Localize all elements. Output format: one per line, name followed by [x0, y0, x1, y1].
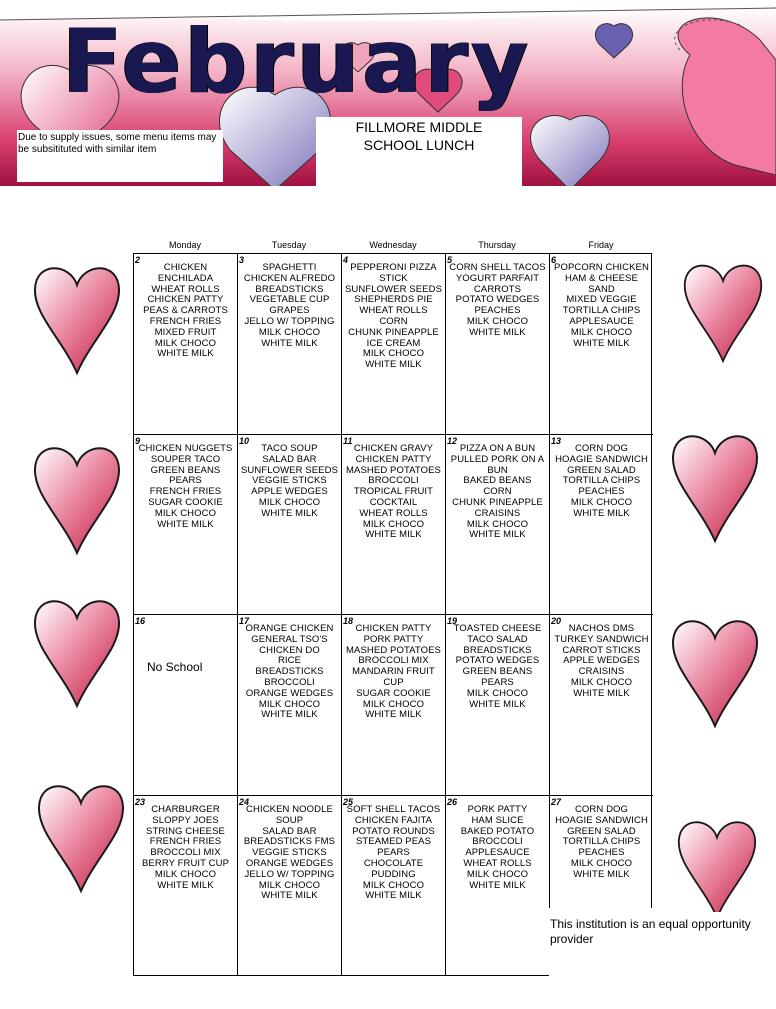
heart-icon — [670, 610, 760, 730]
menu-item: GREEN BEANS — [462, 666, 533, 678]
menu-item: MIXED VEGGIE — [566, 294, 637, 306]
menu-item: WHITE MILK — [469, 529, 526, 541]
menu-item: MILK CHOCO — [466, 518, 529, 530]
menu-item: COCKTAIL — [369, 496, 418, 508]
day-cell — [238, 435, 342, 615]
menu-item: PEACHES — [474, 305, 521, 317]
menu-item: WHEAT ROLLS — [359, 507, 428, 519]
menu-item: WHITE MILK — [573, 507, 630, 519]
menu-calendar — [133, 253, 652, 976]
menu-item: BREADSTICKS — [255, 666, 324, 678]
menu-item: BROCCOLI MIX — [358, 655, 429, 667]
menu-item: WHITE MILK — [469, 879, 526, 891]
menu-item: CUP — [383, 676, 404, 688]
menu-items — [446, 435, 549, 541]
day-number: 20 — [551, 616, 562, 626]
heart-icon — [32, 590, 122, 710]
menu-item: ICE CREAM — [366, 337, 421, 349]
day-number: 11 — [343, 436, 353, 446]
menu-item: ORANGE WEDGES — [245, 857, 334, 869]
menu-item: WHITE MILK — [261, 890, 318, 902]
day-cell — [342, 615, 446, 796]
day-number: 10 — [239, 436, 250, 446]
menu-item: STEAMED PEAS — [355, 836, 432, 848]
menu-item: CHOCOLATE — [363, 857, 424, 869]
menu-items — [238, 796, 341, 902]
menu-item: SAND — [588, 283, 615, 295]
day-number: 6 — [551, 255, 557, 265]
menu-item: CORN — [379, 315, 408, 327]
menu-item: CORN SHELL TACOS — [449, 262, 546, 273]
menu-item: SPAGHETTI — [262, 262, 317, 273]
menu-item: MILK CHOCO — [362, 698, 425, 710]
day-cell — [342, 254, 446, 435]
menu-item: CHICKEN ALFREDO — [243, 272, 336, 284]
menu-item: WHITE MILK — [365, 529, 422, 541]
no-school-note: No School — [147, 660, 203, 674]
equal-opportunity-note: This institution is an equal opportunity provider — [549, 908, 776, 978]
menu-item: VEGGIE STICKS — [252, 847, 327, 859]
menu-item: MILK CHOCO — [362, 348, 425, 360]
menu-item: WHITE MILK — [261, 709, 318, 721]
menu-item: MILK CHOCO — [570, 496, 633, 508]
day-number: 5 — [447, 255, 453, 265]
menu-items — [342, 796, 445, 902]
menu-item: MILK CHOCO — [570, 857, 633, 869]
menu-item: BREADSTICKS — [255, 283, 324, 295]
menu-item: MASHED POTATOES — [346, 644, 441, 656]
menu-item: WHITE MILK — [157, 879, 214, 891]
menu-item: BROCCOLI — [368, 475, 419, 487]
day-cell — [342, 435, 446, 615]
day-cell — [134, 254, 238, 435]
menu-item: PEARS — [481, 676, 514, 688]
menu-item: CHICKEN PATTY — [355, 453, 432, 465]
menu-item: APPLE WEDGES — [563, 655, 640, 667]
day-cell — [134, 435, 238, 615]
menu-item: BAKED BEANS — [463, 475, 532, 487]
day-number: 17 — [239, 616, 250, 626]
menu-item: CORN DOG — [574, 804, 629, 815]
menu-item: PORK PATTY — [363, 633, 424, 645]
menu-items — [134, 615, 237, 624]
menu-items — [134, 435, 237, 530]
day-cell — [446, 615, 550, 796]
menu-item: CHUNK PINEAPPLE — [348, 326, 439, 338]
school-name-line2: SCHOOL LUNCH — [363, 137, 475, 153]
menu-items — [238, 254, 341, 349]
menu-item: CHICKEN PATTY — [355, 623, 432, 634]
menu-item: WHITE MILK — [157, 348, 214, 360]
menu-items — [342, 435, 445, 541]
menu-item: CHICKEN FAJITA — [354, 814, 433, 826]
menu-item: SALAD BAR — [262, 453, 317, 465]
menu-item: BUN — [487, 464, 508, 476]
menu-item: PEARS — [377, 847, 410, 859]
menu-item: GRAPES — [269, 305, 310, 317]
menu-item: HAM SLICE — [471, 814, 524, 826]
menu-item: STRING CHEESE — [146, 825, 225, 837]
menu-item: MASHED POTATOES — [346, 464, 441, 476]
menu-item: CORN — [483, 486, 512, 498]
menu-item: WHITE MILK — [573, 868, 630, 880]
menu-item: BROCCOLI — [264, 676, 315, 688]
day-cell — [550, 254, 653, 435]
day-number: 2 — [135, 255, 141, 265]
menu-item: CHICKEN GRAVY — [353, 443, 434, 454]
menu-item: PEACHES — [578, 486, 625, 498]
menu-item: TORTILLA CHIPS — [562, 305, 641, 317]
menu-item: WHITE MILK — [365, 359, 422, 371]
menu-item: MILK CHOCO — [154, 337, 217, 349]
menu-items — [342, 615, 445, 721]
day-number: 23 — [135, 797, 146, 807]
menu-item: PUDDING — [371, 868, 416, 880]
menu-item: WHITE MILK — [573, 687, 630, 699]
menu-items — [238, 615, 341, 721]
day-cell — [134, 796, 238, 975]
menu-item: WHITE MILK — [365, 709, 422, 721]
menu-item: POTATO WEDGES — [455, 655, 540, 667]
menu-item: CHUNK PINEAPPLE — [452, 496, 543, 508]
menu-item: SOFT SHELL TACOS — [346, 804, 441, 815]
day-header-tuesday: Tuesday — [271, 240, 307, 250]
menu-item: NACHOS DMS — [568, 623, 635, 634]
day-number: 9 — [135, 436, 141, 446]
menu-items — [550, 615, 653, 700]
menu-items — [550, 796, 653, 881]
menu-items — [446, 254, 549, 339]
day-number: 4 — [343, 255, 349, 265]
menu-item: WHEAT ROLLS — [151, 283, 220, 295]
day-cell — [550, 615, 653, 796]
menu-item: MILK CHOCO — [258, 879, 321, 891]
day-cell — [446, 254, 550, 435]
menu-item: WHITE MILK — [365, 890, 422, 902]
menu-item: CHICKEN — [163, 262, 208, 273]
menu-item: ENCHILADA — [157, 272, 214, 284]
menu-item: SUGAR COOKIE — [148, 496, 223, 508]
menu-item: WHITE MILK — [261, 337, 318, 349]
day-number: 26 — [447, 797, 458, 807]
menu-item: TURKEY SANDWICH — [554, 633, 649, 645]
menu-items — [134, 796, 237, 891]
day-cell — [446, 435, 550, 615]
header-banner — [0, 0, 776, 186]
day-number: 18 — [343, 616, 354, 626]
menu-item: GENERAL TSO'S — [251, 633, 328, 645]
day-number: 27 — [551, 797, 562, 807]
heart-icon — [682, 250, 764, 370]
menu-item: ORANGE CHICKEN — [245, 623, 334, 634]
menu-item: BROCCOLI — [472, 836, 523, 848]
menu-item: APPLESAUCE — [465, 847, 530, 859]
day-cell — [238, 615, 342, 796]
menu-item: SLOPPY JOES — [152, 814, 219, 826]
menu-item: VEGGIE STICKS — [252, 475, 327, 487]
menu-items — [134, 254, 237, 360]
menu-item: SHEPHERDS PIE — [354, 294, 433, 306]
menu-item: VEGETABLE CUP — [249, 294, 330, 306]
heart-icon — [32, 257, 122, 377]
menu-item: PORK PATTY — [467, 804, 528, 815]
menu-item: MILK CHOCO — [362, 518, 425, 530]
menu-items — [238, 435, 341, 520]
menu-item: PIZZA ON A BUN — [459, 443, 536, 454]
menu-item: MIXED FRUIT — [154, 326, 217, 338]
menu-item: CHARBURGER — [151, 804, 220, 815]
menu-item: CRAISINS — [474, 507, 521, 519]
menu-item: MILK CHOCO — [570, 676, 633, 688]
menu-item: FRENCH FRIES — [149, 836, 222, 848]
day-number: 25 — [343, 797, 354, 807]
menu-item: GREEN BEANS — [150, 464, 221, 476]
menu-item: SALAD BAR — [262, 825, 317, 837]
menu-item: POPCORN CHICKEN — [554, 262, 649, 273]
menu-item: WHITE MILK — [157, 518, 214, 530]
day-cell — [134, 615, 238, 796]
menu-item: FRENCH FRIES — [149, 315, 222, 327]
menu-item: WHITE MILK — [469, 698, 526, 710]
menu-item: PEPPERONI PIZZA — [350, 262, 437, 273]
school-name-line1: FILLMORE MIDDLE — [355, 119, 483, 135]
menu-item: WHEAT ROLLS — [359, 305, 428, 317]
menu-item: CHICKEN NUGGETS — [138, 443, 233, 454]
menu-item: MILK CHOCO — [154, 868, 217, 880]
menu-item: WHITE MILK — [261, 507, 318, 519]
heart-icon — [676, 812, 758, 912]
supply-notice: Due to supply issues, some menu items may be subsitituted with similar item — [17, 130, 223, 182]
menu-item: POTATO WEDGES — [455, 294, 540, 306]
day-header-thursday: Thursday — [478, 240, 516, 250]
day-cell — [550, 435, 653, 615]
menu-item: HOAGIE SANDWICH — [555, 453, 648, 465]
menu-item: MILK CHOCO — [466, 868, 529, 880]
menu-item: TORTILLA CHIPS — [562, 836, 641, 848]
menu-items — [446, 615, 549, 710]
menu-item: WHEAT ROLLS — [463, 857, 532, 869]
menu-item: CHICKEN NOODLE — [246, 804, 333, 815]
menu-item: APPLE WEDGES — [251, 486, 328, 498]
menu-item: TACO SALAD — [467, 633, 528, 645]
day-number: 13 — [551, 436, 562, 446]
menu-item: TOASTED CHEESE — [453, 623, 542, 634]
heart-icon — [670, 425, 760, 545]
menu-item: SUGAR COOKIE — [356, 687, 431, 699]
menu-item: HOAGIE SANDWICH — [555, 814, 648, 826]
menu-item: TORTILLA CHIPS — [562, 475, 641, 487]
menu-item: GREEN SALAD — [567, 825, 636, 837]
menu-item: CHICKEN PATTY — [147, 294, 224, 306]
menu-item: BROCCOLI MIX — [150, 847, 221, 859]
menu-item: MILK CHOCO — [258, 496, 321, 508]
month-title: February — [62, 10, 532, 113]
menu-item: CORN DOG — [574, 443, 629, 454]
menu-item: MILK CHOCO — [466, 687, 529, 699]
menu-item: CRAISINS — [578, 666, 625, 678]
menu-item: PEARS — [169, 475, 202, 487]
day-cell — [446, 796, 550, 975]
day-cell — [238, 796, 342, 975]
menu-item: JELLO W/ TOPPING — [244, 868, 335, 880]
menu-item: BREADSTICKS FMS — [243, 836, 336, 848]
heart-icon — [32, 437, 122, 557]
heart-icon — [36, 775, 126, 895]
school-name — [316, 117, 522, 186]
menu-item: MILK CHOCO — [570, 326, 633, 338]
day-cell — [238, 254, 342, 435]
menu-item: SOUP — [275, 814, 304, 826]
menu-item: APPLESAUCE — [569, 315, 634, 327]
menu-item: BAKED POTATO — [460, 825, 535, 837]
menu-item: MANDARIN FRUIT — [352, 666, 435, 678]
menu-items — [446, 796, 549, 891]
menu-item: MILK CHOCO — [362, 879, 425, 891]
menu-item: POTATO ROUNDS — [352, 825, 435, 837]
menu-item: CHICKEN DO — [259, 644, 320, 656]
menu-item: JELLO W/ TOPPING — [244, 315, 335, 327]
menu-item: GREEN SALAD — [567, 464, 636, 476]
menu-item: RICE — [277, 655, 302, 667]
menu-item: CARROT STICKS — [562, 644, 641, 656]
menu-item: ORANGE WEDGES — [245, 687, 334, 699]
day-number: 24 — [239, 797, 250, 807]
day-header-monday: Monday — [168, 240, 202, 250]
menu-item: FRENCH FRIES — [149, 486, 222, 498]
menu-item: SUNFLOWER SEEDS — [344, 283, 443, 295]
day-number: 19 — [447, 616, 458, 626]
menu-item: SOUPER TACO — [150, 453, 221, 465]
day-cell — [342, 796, 446, 975]
menu-items — [550, 254, 653, 349]
menu-item: PULLED PORK ON A — [450, 453, 545, 465]
day-header-friday: Friday — [588, 240, 614, 250]
menu-items — [342, 254, 445, 371]
menu-item: YOGURT PARFAIT — [455, 272, 540, 284]
menu-item: TACO SOUP — [261, 443, 318, 454]
day-number: 12 — [447, 436, 458, 446]
menu-item: BERRY FRUIT CUP — [141, 857, 230, 869]
menu-item: BREADSTICKS — [463, 644, 532, 656]
day-number: 16 — [135, 616, 146, 626]
day-header-wednesday: Wednesday — [369, 240, 417, 250]
menu-item: MILK CHOCO — [466, 315, 529, 327]
menu-item: PEACHES — [578, 847, 625, 859]
menu-item: PEAS & CARROTS — [143, 305, 228, 317]
menu-item: CARROTS — [473, 283, 522, 295]
menu-item: MILK CHOCO — [258, 698, 321, 710]
menu-item: STICK — [379, 272, 408, 284]
menu-item: MILK CHOCO — [154, 507, 217, 519]
menu-item: WHITE MILK — [573, 337, 630, 349]
menu-item: SUNFLOWER SEEDS — [240, 464, 339, 476]
menu-items — [550, 435, 653, 520]
day-number: 3 — [239, 255, 245, 265]
menu-item: HAM & CHEESE — [565, 272, 638, 284]
menu-item: WHITE MILK — [469, 326, 526, 338]
menu-item: MILK CHOCO — [258, 326, 321, 338]
menu-item: TROPICAL FRUIT — [353, 486, 434, 498]
